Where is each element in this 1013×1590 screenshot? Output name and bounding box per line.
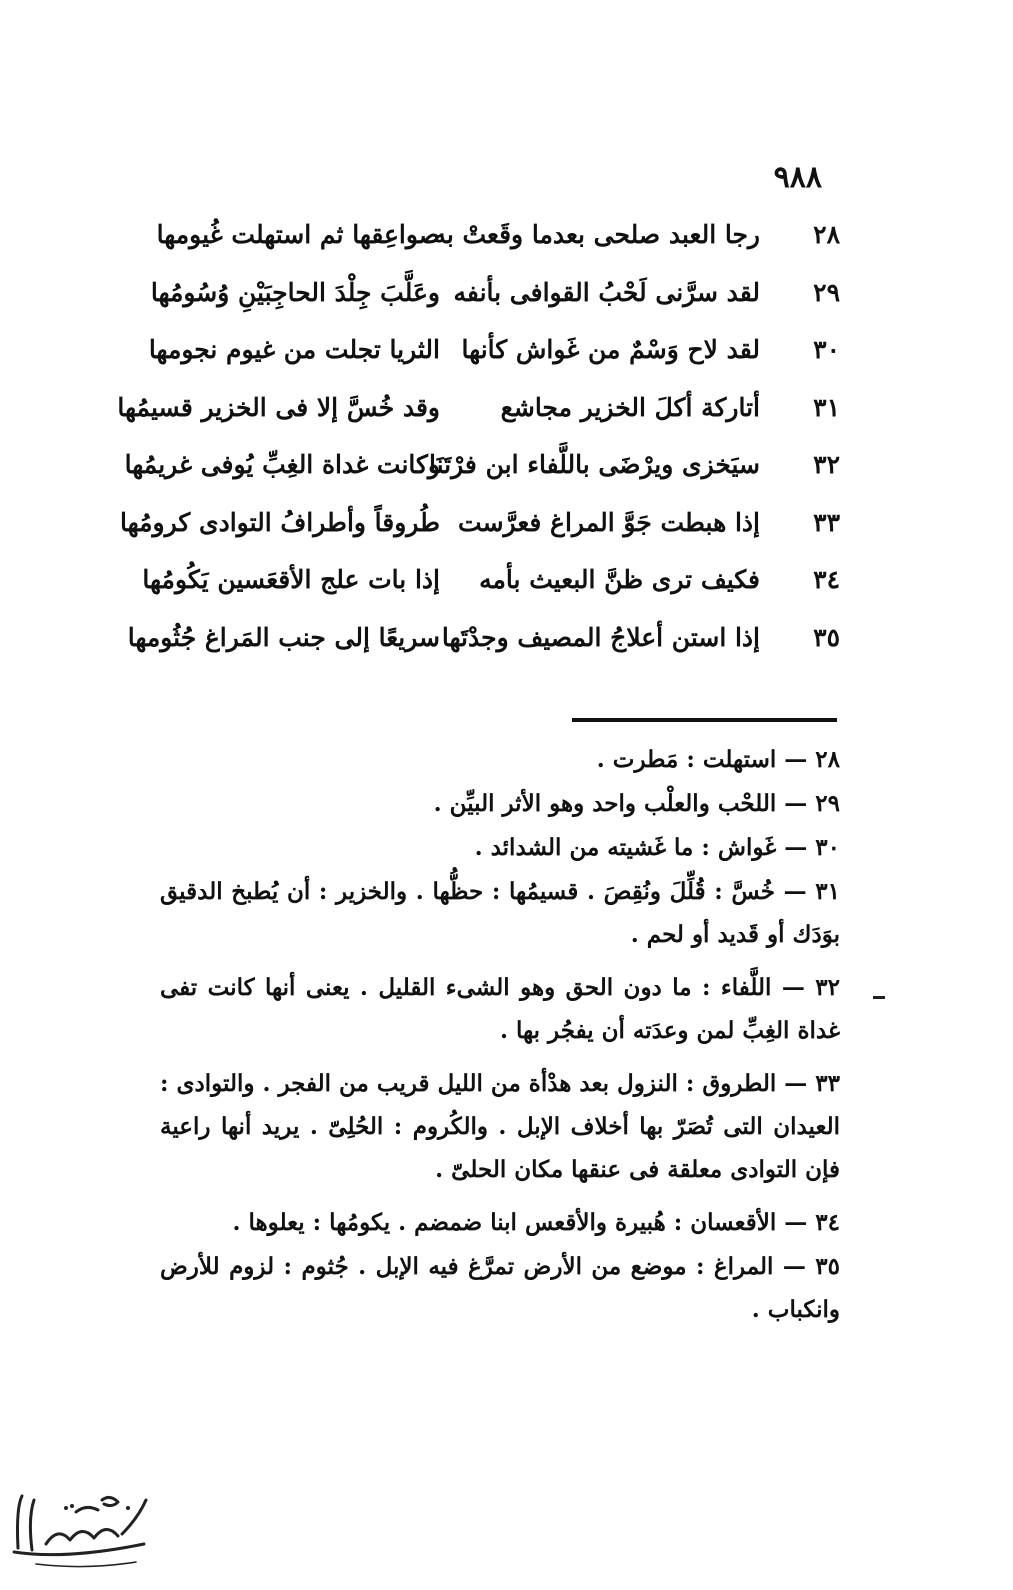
verse-first-hemistich: أتاركة أكلَ الخزير مجاشع bbox=[500, 392, 760, 422]
verse-first-hemistich: سيَخزى ويرْضَى باللَّفاء ابن فرْتَنَا bbox=[429, 450, 760, 479]
footnote-number: ٣٢ bbox=[815, 974, 840, 1001]
footnote bbox=[160, 782, 840, 825]
footnote bbox=[160, 1201, 840, 1244]
verse-line bbox=[124, 440, 840, 498]
verse-first-hemistich: رجا العبد صلحى بعدما وقَعتْ به bbox=[433, 220, 760, 249]
verse-first-hemistich: فكيف ترى ظنَّ البعيث بأمه bbox=[479, 565, 760, 594]
footnote bbox=[160, 1062, 840, 1191]
footnotes bbox=[160, 738, 840, 1332]
footnote-text: — غَواش : ما غَشيته من الشدائد . bbox=[474, 834, 808, 861]
footnote-separator bbox=[572, 718, 837, 722]
margin-mark bbox=[873, 996, 885, 999]
footnote-number: ٢٨ bbox=[815, 746, 840, 773]
verse-second-hemistich: طُروقاً وأطرافُ التوادى كرومُها bbox=[120, 507, 440, 537]
verse-number: ٣٤ bbox=[813, 565, 840, 594]
footnote-text: — اللحْب والعلْب واحد وهو الأثر البيِّن . bbox=[433, 790, 808, 817]
footnote-text: — استهلت : مَطرت . bbox=[596, 746, 808, 773]
verse-line bbox=[120, 498, 840, 556]
verse-second-hemistich: إذا بات علج الأقعَسين يَكُومُها bbox=[142, 565, 440, 594]
footnote-number: ٣٠ bbox=[815, 834, 840, 861]
footnote-number: ٣٥ bbox=[815, 1253, 840, 1280]
verse-second-hemistich: وعَلَّبَ جِلْدَ الحاجِبَيْنِ وُسُومُها bbox=[150, 277, 440, 307]
verse-number: ٢٩ bbox=[813, 277, 840, 307]
verse-first-hemistich: لقد لاح وَسْمٌ من غَواش كأنها bbox=[461, 335, 760, 364]
footnote-text: — الأقعسان : هُبيرة والأقعس ابنا ضمضم . يكومُها : يعلوها . bbox=[232, 1209, 808, 1236]
verse-number: ٣٢ bbox=[813, 450, 840, 479]
verse-second-hemistich: صواعِقها ثم استهلت غُيومها bbox=[156, 220, 440, 249]
footnote-text: — اللَّفاء : ما دون الحق وهو الشىء القليل . يعنى أنها كانت تفى غداة الغِبِّ لمن وعدَته أن يفجُر بها . bbox=[160, 974, 840, 1044]
footnote-text: — خُسَّ : قُلِّلَ ونُقِصَ . قسيمُها : حظُّها . والخزير : أن يُطبخ الدقيق بوَدَك أو قَديد أو لحم . bbox=[160, 878, 840, 948]
footnote-text: — المراغ : موضع من الأرض تمرَّغ فيه الإبل . جُثوم : لزوم للأرض وانكباب . bbox=[160, 1253, 840, 1323]
verse-second-hemistich: الثريا تجلت من غيوم نجومها bbox=[148, 335, 440, 364]
verse-line bbox=[127, 613, 840, 671]
verse-second-hemistich: سريعًا إلى جنب المَراغ جُثُومها bbox=[127, 622, 440, 652]
verse-first-hemistich: لقد سرَّنى لَحْبُ القوافى بأنفه bbox=[453, 277, 760, 307]
calligraphy-stamp-logo bbox=[6, 1478, 156, 1578]
verse-line bbox=[150, 268, 840, 326]
page-number: ٩٨٨ bbox=[773, 160, 822, 195]
verse-number: ٣٣ bbox=[813, 507, 840, 537]
verse-second-hemistich: وكانت غداة الغِبِّ يُوفى غريمُها bbox=[124, 450, 440, 479]
verse-line bbox=[150, 210, 840, 268]
footnote bbox=[160, 966, 840, 1052]
footnote bbox=[160, 826, 840, 869]
footnote bbox=[160, 738, 840, 781]
verse-second-hemistich: وقد خُسَّ إلا فى الخزير قسيمُها bbox=[117, 392, 440, 422]
verse-number: ٢٨ bbox=[813, 220, 840, 249]
footnote-number: ٢٩ bbox=[815, 790, 840, 817]
footnote bbox=[160, 1245, 840, 1331]
verse-line bbox=[150, 325, 840, 383]
footnote-text: — الطروق : النزول بعد هدْأة من الليل قريب من الفجر . والتوادى : العيدان التى تُصَرّ بها أخلاف الإبل . والكُروم : الحُلِىّ . يريد أنها راعية فإن التوادى معلقة فى عنقها مكان الحلىّ . bbox=[159, 1070, 840, 1183]
verse-line bbox=[142, 555, 840, 613]
verse-number: ٣١ bbox=[813, 392, 840, 422]
verse-first-hemistich: إذا استن أعلاجُ المصيف وجدْتَها bbox=[441, 622, 760, 652]
verse-line bbox=[117, 383, 840, 441]
verse-number: ٣٠ bbox=[813, 335, 840, 364]
poem-verses bbox=[117, 210, 840, 670]
footnote-number: ٣١ bbox=[815, 878, 840, 905]
footnote bbox=[160, 870, 840, 956]
footnote-number: ٣٤ bbox=[815, 1209, 840, 1236]
verse-first-hemistich: إذا هبطت جَوَّ المراغ فعرَّست bbox=[458, 507, 760, 537]
footnote-number: ٣٣ bbox=[815, 1070, 840, 1097]
verse-number: ٣٥ bbox=[813, 622, 840, 652]
